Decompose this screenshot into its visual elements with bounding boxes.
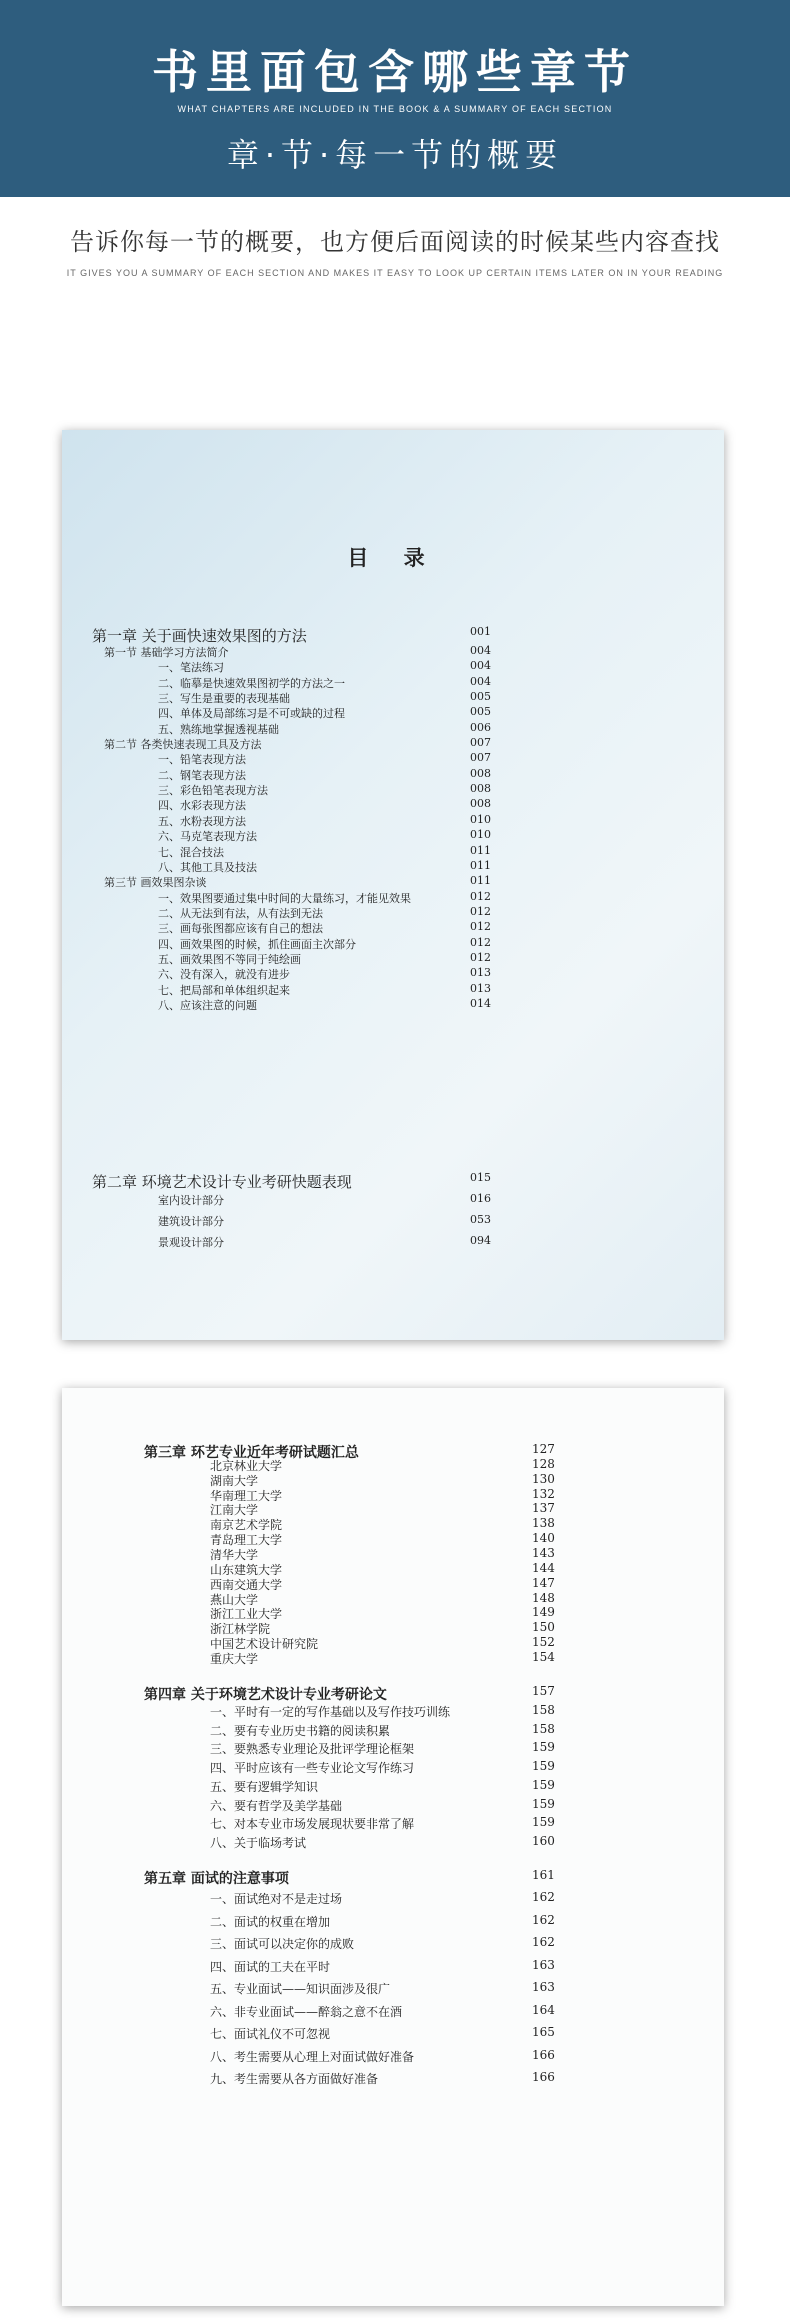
toc-entry-page-number: 127 <box>532 1442 555 1456</box>
toc-entry-page-number: 007 <box>470 736 491 750</box>
toc-entry-label: 第二章 环境艺术设计专业考研快题表现 <box>92 1173 352 1191</box>
toc-row <box>62 1234 724 1252</box>
toc-entry-label: 湖南大学 <box>210 1473 259 1488</box>
toc-entry-label: 八、其他工具及技法 <box>158 860 257 874</box>
toc-entry-label: 西南交通大学 <box>210 1577 283 1592</box>
toc-entry-label: 北京林业大学 <box>210 1458 283 1473</box>
toc-page-2 <box>62 1388 724 2306</box>
toc-entry-label: 四、面试的工夫在平时 <box>210 1959 331 1974</box>
toc-entry-label: 第三章 环艺专业近年考研试题汇总 <box>144 1445 359 1461</box>
toc-row <box>62 2003 724 2021</box>
toc-entry-page-number: 140 <box>532 1531 555 1546</box>
toc-entry-page-number: 094 <box>470 1234 491 1247</box>
toc-entry-page-number: 010 <box>470 828 491 842</box>
toc-entry-label: 八、关于临场考试 <box>210 1836 307 1850</box>
toc-entry-page-number: 010 <box>470 812 491 826</box>
toc-entry-page-number: 160 <box>532 1834 555 1848</box>
toc-row <box>62 1868 724 1886</box>
toc-entry-page-number: 154 <box>532 1650 555 1664</box>
toc-row <box>62 1778 724 1796</box>
toc-entry-label: 五、要有逻辑学知识 <box>210 1779 319 1794</box>
toc-entry-label: 一、铅笔表现方法 <box>158 753 246 767</box>
toc-entry-label: 四、水彩表现方法 <box>158 799 246 813</box>
toc-entry-label: 中国艺术设计研究院 <box>210 1637 319 1652</box>
toc-entry-label: 浙江工业大学 <box>210 1607 283 1622</box>
toc-entry-page-number: 152 <box>532 1635 555 1650</box>
toc-entry-label: 五、专业面试——知识面涉及很广 <box>210 1982 391 1997</box>
toc-row <box>62 1958 724 1976</box>
toc-row <box>62 2048 724 2066</box>
toc-entry-page-number: 158 <box>532 1721 555 1736</box>
toc-entry-page-number: 159 <box>532 1815 555 1830</box>
toc-row <box>62 1759 724 1777</box>
toc-entry-label: 第四章 关于环境艺术设计专业考研论文 <box>144 1687 387 1703</box>
toc-entry-page-number: 004 <box>470 644 491 657</box>
toc-entry-page-number: 132 <box>532 1486 555 1501</box>
toc-entry-label: 建筑设计部分 <box>158 1215 224 1228</box>
toc-row <box>62 1834 724 1852</box>
toc-entry-label: 燕山大学 <box>210 1592 259 1607</box>
toc-entry-label: 第五章 面试的注意事项 <box>144 1871 289 1887</box>
toc-entry-page-number: 014 <box>470 997 491 1010</box>
toc-entry-page-number: 053 <box>470 1213 491 1226</box>
toc-entry-label: 六、非专业面试——醉翁之意不在酒 <box>210 2004 403 2019</box>
toc-row <box>62 1171 724 1189</box>
toc-entry-label: 四、单体及局部练习是不可或缺的过程 <box>158 707 345 721</box>
toc-entry-page-number: 144 <box>532 1560 555 1575</box>
toc-entry-label: 二、临摹是快速效果图初学的方法之一 <box>158 676 345 690</box>
toc-entry-label: 四、画效果图的时候，抓住画面主次部分 <box>158 937 356 951</box>
toc-entry-page-number: 163 <box>532 1980 555 1995</box>
toc-entry-label: 一、效果图要通过集中时间的大量练习，才能见效果 <box>158 891 411 905</box>
toc-entry-page-number: 149 <box>532 1605 555 1620</box>
toc-entry-label: 七、面试礼仪不可忽视 <box>210 2027 331 2042</box>
banner-subtitle-en: WHAT CHAPTERS ARE INCLUDED IN THE BOOK & A SUMMARY OF EACH SECTION <box>177 104 613 114</box>
toc-entry-page-number: 159 <box>532 1759 555 1773</box>
toc-entry-label: 浙江林学院 <box>210 1622 271 1637</box>
toc-entry-page-number: 163 <box>532 1957 555 1972</box>
toc-entry-label: 六、要有哲学及美学基础 <box>210 1798 343 1813</box>
toc-entry-label: 三、画每张图都应该有自己的想法 <box>158 922 323 936</box>
toc-row <box>62 625 724 643</box>
toc-entry-page-number: 159 <box>532 1777 555 1792</box>
toc-entry-label: 七、把局部和单体组织起来 <box>158 983 290 997</box>
toc-entry-page-number: 004 <box>470 674 491 688</box>
toc-row <box>62 1815 724 1833</box>
banner-subtitle-cn: 章·节·每一节的概要 <box>226 136 564 174</box>
toc-entry-page-number: 143 <box>532 1546 555 1560</box>
toc-row <box>62 1797 724 1815</box>
toc-entry-page-number: 161 <box>532 1868 555 1882</box>
toc-entry-page-number: 130 <box>532 1471 555 1486</box>
toc-entry-label: 六、没有深入，就没有进步 <box>158 968 290 982</box>
toc-row <box>62 1890 724 1908</box>
toc-entry-page-number: 013 <box>470 981 491 995</box>
toc-entry-page-number: 166 <box>532 2047 555 2062</box>
toc-entry-label: 三、要熟悉专业理论及批评学理论框架 <box>210 1742 415 1757</box>
toc-entry-label: 第三节 画效果图杂谈 <box>104 876 207 890</box>
intro-text-en: IT GIVES YOU A SUMMARY OF EACH SECTION AND MAKES IT EASY TO LOOK UP CERTAIN ITEMS LATER ON IN YOUR READING <box>66 268 724 278</box>
toc-entry-label: 九、考生需要从各方面做好准备 <box>210 2072 379 2086</box>
toc-entry-page-number: 013 <box>470 966 491 980</box>
toc-entry-page-number: 012 <box>470 950 491 964</box>
toc-entry-label: 一、面试绝对不是走过场 <box>210 1892 343 1907</box>
toc-entry-page-number: 012 <box>470 935 491 949</box>
toc-entry-label: 南京艺术学院 <box>210 1518 283 1533</box>
toc-entry-page-number: 015 <box>470 1171 491 1184</box>
toc-entry-label: 八、考生需要从心理上对面试做好准备 <box>210 2049 415 2064</box>
toc-entry-page-number: 011 <box>470 843 491 857</box>
toc-row <box>62 1913 724 1931</box>
toc-entry-label: 第一节 基础学习方法简介 <box>104 646 229 659</box>
toc-entry-label: 青岛理工大学 <box>210 1533 283 1548</box>
toc-entry-label: 八、应该注意的问题 <box>158 999 257 1012</box>
toc-page-1 <box>62 430 724 1340</box>
toc-entry-label: 六、马克笔表现方法 <box>158 830 257 844</box>
toc-row <box>62 1703 724 1721</box>
toc-entry-label: 景观设计部分 <box>158 1236 224 1249</box>
toc-entry-page-number: 157 <box>532 1684 555 1698</box>
toc-entry-page-number: 162 <box>532 1890 555 1905</box>
toc-entry-page-number: 162 <box>532 1912 555 1927</box>
toc-entry-page-number: 011 <box>470 874 491 888</box>
toc-row <box>62 1684 724 1702</box>
toc-entry-label: 第二节 各类快速表现工具及方法 <box>104 738 262 752</box>
toc-entry-label: 二、从无法到有法，从有法到无法 <box>158 906 323 920</box>
toc-entry-label: 山东建筑大学 <box>210 1562 283 1577</box>
toc-entry-label: 四、平时应该有一些专业论文写作练习 <box>210 1761 415 1775</box>
toc-entry-page-number: 150 <box>532 1620 555 1635</box>
toc-entry-page-number: 166 <box>532 2070 555 2084</box>
toc-row <box>62 1722 724 1740</box>
toc-entry-label: 三、彩色铅笔表现方法 <box>158 784 268 798</box>
toc-entry-label: 二、面试的权重在增加 <box>210 1914 331 1929</box>
toc-entry-page-number: 159 <box>532 1796 555 1811</box>
toc-entry-label: 五、熟练地掌握透视基础 <box>158 722 279 736</box>
toc-entry-page-number: 137 <box>532 1501 555 1516</box>
toc-entry-page-number: 138 <box>532 1516 555 1531</box>
toc-entry-page-number: 128 <box>532 1456 555 1471</box>
toc-entry-label: 五、画效果图不等同于纯绘画 <box>158 952 301 966</box>
toc-entry-page-number: 164 <box>532 2002 555 2017</box>
toc-entry-label: 一、平时有一定的写作基础以及写作技巧训练 <box>210 1704 451 1719</box>
toc-entry-page-number: 005 <box>470 690 491 704</box>
toc-entry-label: 二、钢笔表现方法 <box>158 768 246 782</box>
toc-entry-label: 五、水粉表现方法 <box>158 814 246 828</box>
toc-entry-page-number: 165 <box>532 2025 555 2040</box>
toc-entry-label: 七、混合技法 <box>158 845 224 859</box>
toc-row <box>62 997 724 1015</box>
toc-row <box>62 1192 724 1210</box>
toc-entry-page-number: 012 <box>470 920 491 934</box>
header-banner <box>0 0 790 197</box>
toc-entry-page-number: 008 <box>470 782 491 796</box>
intro-text-cn: 告诉你每一节的概要，也方便后面阅读的时候某些内容查找 <box>70 228 720 256</box>
toc-row <box>62 2070 724 2088</box>
toc-entry-page-number: 001 <box>470 625 491 638</box>
toc-entry-page-number: 016 <box>470 1192 491 1205</box>
toc-entry-page-number: 012 <box>470 904 491 918</box>
toc-entry-page-number: 011 <box>470 858 491 872</box>
toc-entry-label: 重庆大学 <box>210 1652 259 1666</box>
toc-row <box>62 1980 724 1998</box>
toc-entry-label: 三、面试可以决定你的成败 <box>210 1937 355 1952</box>
toc-row <box>62 1213 724 1231</box>
toc-entry-label: 室内设计部分 <box>158 1194 224 1207</box>
banner-title: 书里面包含哪些章节 <box>152 45 638 99</box>
toc-entry-label: 七、对本专业市场发展现状要非常了解 <box>210 1817 415 1832</box>
toc-entry-label: 一、笔法练习 <box>158 661 224 675</box>
toc-entry-page-number: 008 <box>470 797 491 811</box>
toc-entry-page-number: 162 <box>532 1935 555 1950</box>
toc-row <box>62 1935 724 1953</box>
toc-entry-page-number: 147 <box>532 1575 555 1590</box>
toc-entry-label: 二、要有专业历史书籍的阅读积累 <box>210 1723 391 1738</box>
toc-entry-page-number: 159 <box>532 1740 555 1755</box>
toc-entry-page-number: 004 <box>470 659 491 673</box>
toc-row <box>62 2025 724 2043</box>
toc-entry-page-number: 012 <box>470 889 491 903</box>
toc-row <box>62 1650 724 1668</box>
toc-entry-page-number: 008 <box>470 766 491 780</box>
toc-entry-label: 第一章 关于画快速效果图的方法 <box>92 627 307 645</box>
toc-entry-page-number: 006 <box>470 720 491 734</box>
toc-entry-page-number: 007 <box>470 751 491 765</box>
toc-entry-label: 华南理工大学 <box>210 1488 283 1503</box>
toc-entry-page-number: 005 <box>470 705 491 719</box>
toc-title: 目 录 <box>347 546 439 570</box>
toc-entry-label: 三、写生是重要的表现基础 <box>158 692 290 706</box>
toc-row <box>62 1740 724 1758</box>
toc-entry-page-number: 148 <box>532 1590 555 1605</box>
toc-entry-label: 江南大学 <box>210 1503 259 1518</box>
toc-entry-page-number: 158 <box>532 1702 555 1717</box>
toc-entry-label: 清华大学 <box>210 1548 259 1562</box>
